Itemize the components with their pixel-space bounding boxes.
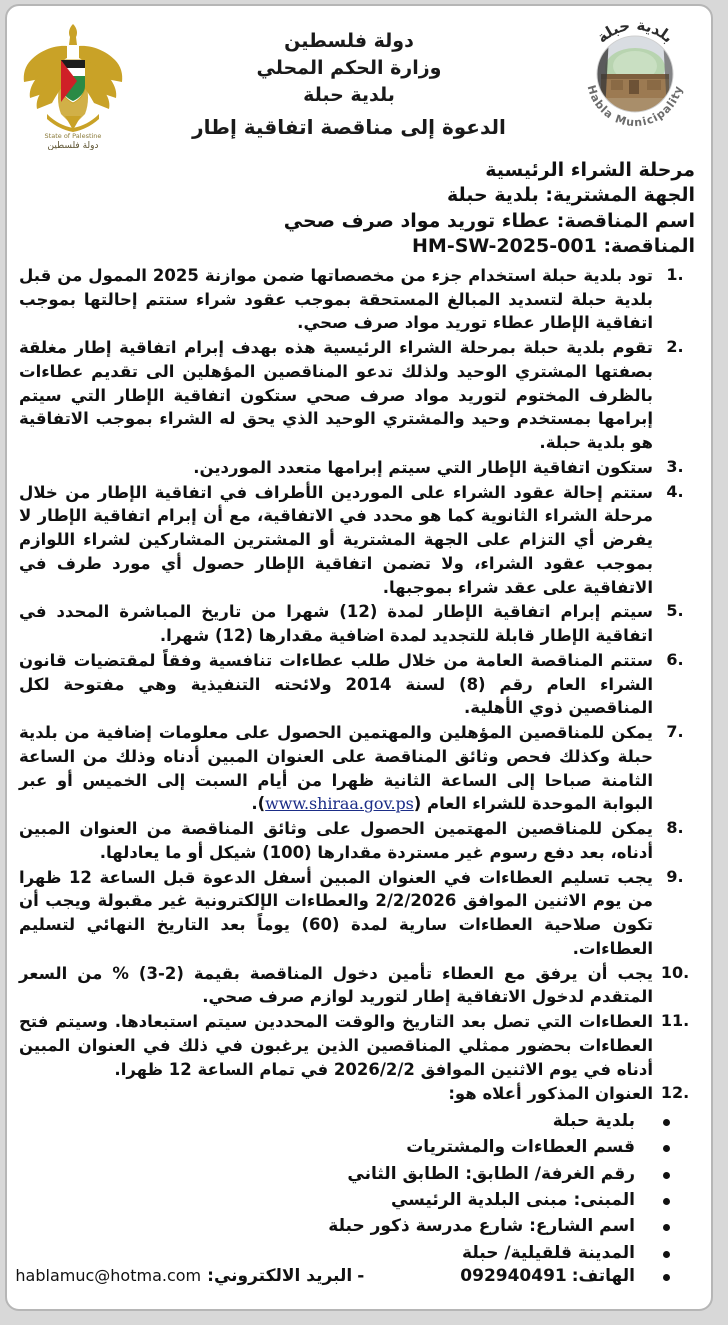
phone-value: 092940491 xyxy=(460,1266,567,1287)
clause-number: 5. xyxy=(666,601,684,621)
clause-item xyxy=(19,817,697,865)
phone-label: الهاتف: xyxy=(571,1266,635,1287)
address-item xyxy=(19,1213,697,1239)
clause-body: يجب أن يرفق مع العطاء تأمين دخول المناقصة بقيمة (2-3) % من السعر المتقدم لدخول الاتفاقية إطار لتوريد لوازم صرف صحي. xyxy=(19,963,653,1007)
habla-municipality-logo xyxy=(569,12,701,142)
clause-body: العنوان المذكور أعلاه هو: xyxy=(448,1084,653,1104)
address-text: قسم العطاءات والمشتريات xyxy=(406,1137,635,1158)
email-label: البريد الالكتروني: xyxy=(207,1266,353,1287)
shiraa-portal-link[interactable]: www.shiraa.gov.ps xyxy=(265,794,414,814)
header-line-state: دولة فلسطين xyxy=(284,30,414,52)
emblem-caption-ar: دولة فلسطين xyxy=(47,141,99,150)
email-separator: - xyxy=(357,1266,365,1287)
clause-body: سيتم إبرام اتفاقية الإطار لمدة (12) شهرا من تاريخ المباشرة المحدد في اتفاقية الإطار قابلة للتجديد لمدة اضافية مقدارها (12) شهرا. xyxy=(19,602,653,646)
clause-body: تقوم بلدية حبلة بمرحلة الشراء الرئيسية هذه بهدف إبرام اتفاقية إطار مغلقة بصفتها المشتري الوحيد ولذلك تدعو المناقصين المؤهلين الى تقديم عطاءات بالظرف المختوم لتوريد مواد صرف صحي ستكون اتفاقية الإطار التي سيتم إبرامها بمستخدم وحيد والمشتري الوحيد الذي يحق له الشراء بموجب الاتفاقية هو بلدية حبلة. xyxy=(19,338,653,453)
clause-item xyxy=(19,481,697,600)
clause-item xyxy=(19,336,697,455)
logo-caption-ar: بلدية حبلة xyxy=(593,16,678,47)
tender-document-page xyxy=(5,4,713,1311)
bullet-icon xyxy=(635,1112,697,1130)
palestine-flag-shield xyxy=(61,60,85,103)
clause-number: 6. xyxy=(666,649,684,669)
tender-name-line: اسم المناقصة: عطاء توريد مواد صرف صحي xyxy=(283,209,695,232)
clause-item xyxy=(19,962,697,1010)
clause-body: يجب تسليم العطاءات في العنوان المبين أسفل الدعوة قبل الساعة 12 ظهرا من يوم الاثنين الموافق 2/2/2026 والعطاءات الإلكترونية غير مقبولة ويجب أن تكون صلاحية العطاءات سارية لمدة (60) يوماً بعد التاريخ النهائي لتسليم العطاءات. xyxy=(19,867,653,958)
clause-body: ستتم إحالة عقود الشراء على الموردين الأطراف في اتفاقية الإطار من خلال مرحلة الشراء الثانوية كما هو محدد في الاتفاقية، مع أن إبرام اتفاقية الإطار لا يفرض أي التزام على الجهة المشترية أو المشترين المشاركين لشراء اللوازم بموجب عقود الشراء، ولا تضمن اتفاقية الإطار حصول أي مورد طرف في الاتفاقية على عقد شراء بموجبها. xyxy=(19,482,653,597)
address-text: المدينة قلقيلية/ حبلة xyxy=(462,1242,635,1263)
header-line-municipality: بلدية حبلة xyxy=(303,83,395,106)
clause-number: 8. xyxy=(666,818,684,838)
state-of-palestine-eagle-emblem xyxy=(17,12,129,150)
tender-summary-block xyxy=(7,156,711,260)
clause-item xyxy=(19,649,697,720)
address-text: اسم الشارع: شارع مدرسة ذكور حبلة xyxy=(328,1216,635,1237)
clause-body-text-after: ). xyxy=(251,794,266,814)
clause-number: 1. xyxy=(666,264,684,284)
bullet-icon xyxy=(635,1165,697,1183)
emblem-caption-en: State of Palestine xyxy=(44,132,102,140)
address-item xyxy=(19,1240,697,1266)
address-item xyxy=(19,1134,697,1160)
clause-number: 9. xyxy=(666,866,684,886)
address-item xyxy=(19,1108,697,1134)
clause-number: 2. xyxy=(666,337,684,357)
address-text: بلدية حبلة xyxy=(552,1111,635,1132)
address-text: رقم الغرفة/ الطابق: الطابق الثاني xyxy=(347,1163,635,1184)
clause-body: ستتم المناقصة العامة من خلال طلب عطاءات تنافسية وفقاً لمقتضيات قانون الشراء العام رقم (8) لسنة 2014 ولائحته التنفيذية وهي مفتوحة لكل المناقصين ذوي الأهلية. xyxy=(19,650,653,718)
bullet-icon xyxy=(635,1217,697,1235)
clause-number: 4. xyxy=(666,481,684,501)
clause-item xyxy=(19,721,697,816)
clause-number: 10. xyxy=(660,962,690,982)
document-header xyxy=(7,6,711,156)
bullet-icon xyxy=(635,1267,697,1285)
municipality-logo-svg xyxy=(571,16,699,142)
clause-body-text-before: يمكن للمناقصين المؤهلين والمهتمين الحصول على معلومات إضافية من بلدية حبلة وكذلك فحص وثائق المناقصة على العنوان المبين أدناه وذلك من الساعة الثامنة صباحا إلى الساعة الثانية ظهرا من أيام السبت إلى الخميس أو عبر البوابة الموحدة للشراء العام ( xyxy=(19,723,653,814)
header-line-invitation-title: الدعوة إلى مناقصة اتفاقية إطار xyxy=(192,114,506,139)
clause-body: ستكون اتفاقية الإطار التي سيتم إبرامها متعدد الموردين. xyxy=(193,457,653,477)
clause-body: العطاءات التي تصل بعد التاريخ والوقت المحددين سيتم استبعادها. وسيتم فتح العطاءات بحضور ممثلي المناقصين الذين يرغبون في ذلك في العنوان المبين أدناه في يوم الاثنين الموافق 2026/2/2 في تمام الساعة 12 ظهرا. xyxy=(19,1012,653,1079)
clause-item xyxy=(19,456,697,480)
clause-item xyxy=(19,264,697,335)
clause-body xyxy=(19,721,653,816)
eagle-emblem-svg xyxy=(21,18,125,150)
clause-item xyxy=(19,1082,697,1106)
header-line-ministry: وزارة الحكم المحلي xyxy=(256,56,442,79)
buyer-line: الجهة المشترية: بلدية حبلة xyxy=(446,184,695,207)
clause-body: تود بلدية حبلة استخدام جزء من مخصصاتها ضمن موازنة 2025 الممول من قبل بلدية حبلة لتسديد المبالغ المستحقة بموجب عقود شراء ستتم إحالتها بموجب اتفاقية الإطار عطاء توريد مواد صرف صحي. xyxy=(19,265,653,333)
address-text: المبنى: مبنى البلدية الرئيسي xyxy=(390,1190,635,1211)
clause-list xyxy=(7,260,711,1106)
clause-item xyxy=(19,600,697,648)
contact-row xyxy=(15,1266,635,1286)
clause-item xyxy=(19,866,697,961)
logo-caption-en: Habla Municipality xyxy=(584,83,686,130)
clause-number: 11. xyxy=(660,1011,690,1031)
tender-reference-line xyxy=(23,234,695,259)
header-title-block xyxy=(129,12,569,141)
tender-reference-value: HM-SW-2025-001 xyxy=(412,235,597,258)
bullet-icon xyxy=(635,1191,697,1209)
email-value[interactable]: hablamuc@hotma.com xyxy=(15,1266,202,1286)
bullet-icon xyxy=(635,1138,697,1156)
purchase-stage-line: مرحلة الشراء الرئيسية xyxy=(485,159,695,181)
clause-number: 7. xyxy=(666,722,684,742)
clause-item xyxy=(19,1010,697,1081)
tender-reference-label: المناقصة: xyxy=(603,235,695,258)
clause-number: 12. xyxy=(660,1083,690,1103)
address-item xyxy=(19,1161,697,1187)
address-item xyxy=(19,1187,697,1213)
clause-number: 3. xyxy=(666,456,684,476)
bullet-icon xyxy=(635,1244,697,1262)
address-contact-item xyxy=(15,1266,697,1287)
address-bullet-list xyxy=(7,1108,711,1286)
clause-body: يمكن للمناقصين المهتمين الحصول على وثائق المناقصة من العنوان المبين أدناه، بعد دفع رسوم غير مستردة مقدارها (100) شيكل أو ما يعادلها. xyxy=(19,819,653,862)
